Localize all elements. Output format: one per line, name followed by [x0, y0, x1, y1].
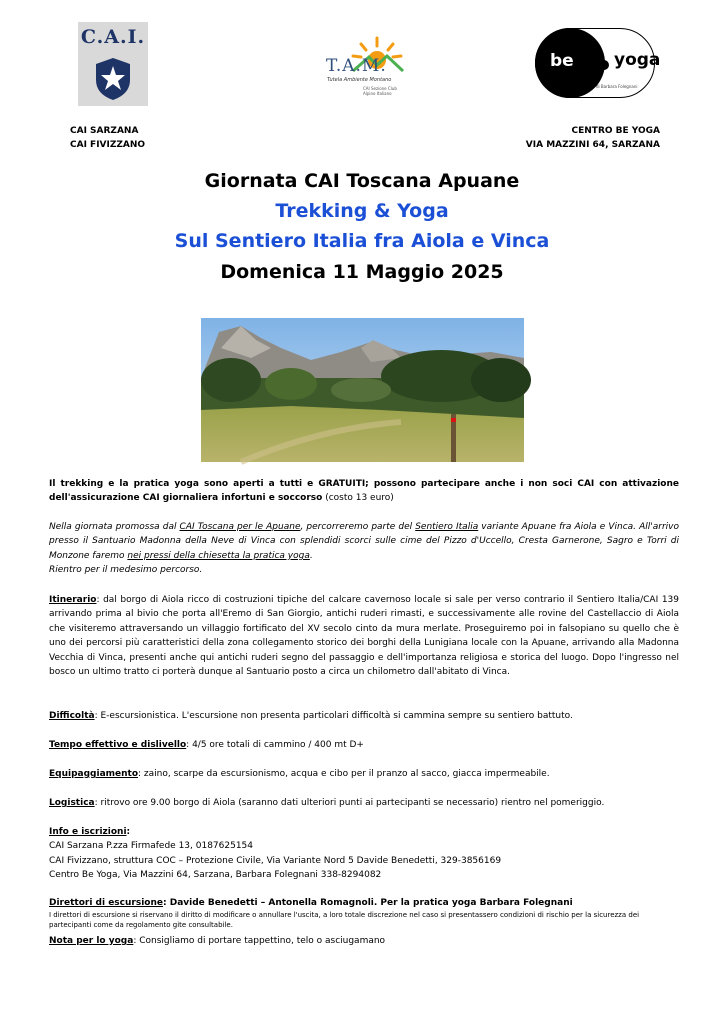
intro-bold: Il trekking e la pratica yoga sono aperti a tutti e GRATUITI; possono partecipare anche i non soci CAI con attivazione dell'assicurazione CAI giornaliera infortuni e soccorso: [49, 479, 679, 504]
itinerary-text: : dal borgo di Aiola ricco di costruzioni tipiche del calcare cavernoso locale si sale per verso contrario il Sentiero Italia/CAI 139 arrivando prima al bivio che porta all'Eremo di San Giorgio, antichi ruderi rimasti, e successivamente alle rovine del Castellaccio di Aiola che visiteremo attraversando un villaggio fortificato del XV secolo cinto da mura merlate. Proseguiremo poi in falsopiano su quello che è uno dei percorsi più caratteristici della zona collegamento storico dei borghi della Lunigiana locale con la Apuane, arrivando alla Madonna Vecchia di Vinca, presenti anche qui antichi ruderi segno del passaggio e dell'importanza religiosa e storica del luogo. Dopo l'ingresso nel bosco un ultimo tratto ci porterà dunque al Santuario posto a circa un chilometro dall'abitato di Vinca.: [49, 595, 679, 678]
sentiero-italia-link[interactable]: Sentiero Italia: [415, 522, 479, 532]
event-title: Giornata CAI Toscana Apuane: [204, 170, 520, 192]
directors-text: : Davide Benedetti – Antonella Romagnoli. Per la pratica yoga Barbara Folegnani: [162, 898, 573, 908]
tam-logo-text: T.A.M.: [326, 56, 387, 76]
yoga-note-label: Nota per lo yoga: [49, 936, 134, 946]
info-line-2: CAI Fivizzano, struttura COC – Protezione Civile, Via Variante Nord 5 Davide Benedetti, 329-3856169: [49, 855, 502, 866]
cai-shield-icon: [93, 56, 133, 102]
time-text: : 4/5 ore totali di cammino / 400 mt D+: [186, 740, 364, 750]
header-right-line-1: CENTRO BE YOGA: [571, 126, 660, 136]
directors-section: [49, 896, 679, 930]
intro-paragraph: [49, 477, 679, 506]
logo-author: di Barbara Folegnani: [596, 84, 638, 89]
logistics-section: [49, 796, 679, 810]
logo-be-text: be: [550, 51, 574, 71]
equipment-text: : zaino, scarpe da escursionismo, acqua e cibo per il pranzo al sacco, giacca impermeabile.: [138, 769, 550, 779]
difficulty-label: Difficoltà: [49, 711, 95, 721]
header-left: [70, 124, 145, 152]
intro-cost: (costo 13 euro): [322, 493, 394, 504]
header-left-line-1: CAI SARZANA: [70, 126, 139, 136]
logo-yoga-text: yoga: [614, 50, 661, 70]
equipment-section: [49, 767, 679, 781]
desc-text-2: , percorreremo parte del: [300, 522, 416, 532]
header-right-line-2: VIA MAZZINI 64, SARZANA: [525, 140, 660, 150]
desc-text-3: variante Apuane fra Aiola e Vinca. All'arrivo presso il Santuario Madonna della Neve di Vinca con splendidi scorci sulle cime del Pizzo d'Uccello, Cresta Garnerone, Sagro e Torri di Monzone faremo: [49, 522, 679, 561]
info-label: Info e iscrizioni: [49, 827, 127, 837]
directors-label: Direttori di escursione: [49, 898, 163, 908]
info-section: [49, 825, 679, 883]
difficulty-text: : E-escursionistica. L'escursione non presenta particolari difficoltà si cammina sempre su sentiero battuto.: [94, 711, 573, 721]
event-subtitle: Trekking & Yoga: [275, 200, 449, 222]
tam-tagline: Tutela Ambiente Montano: [327, 77, 392, 83]
desc-text-4: .: [309, 550, 313, 561]
event-date: Domenica 11 Maggio 2025: [220, 261, 504, 283]
yoga-note-text: : Consigliamo di portare tappettino, telo o asciugamano: [133, 936, 386, 946]
time-section: [49, 738, 679, 752]
difficulty-section: [49, 709, 679, 723]
directors-note: I direttori di escursione si riservano il diritto di modificare o annullare l'uscita, a loro totale discrezione nel caso si presentassero condizioni di rischio per la sicurezza dei partecipanti come da regolamento gite consultabile.: [49, 911, 640, 930]
logo-dot-icon: [599, 60, 609, 70]
be-yoga-logo: [535, 28, 661, 98]
header-right: [526, 124, 660, 152]
yoga-note-section: [49, 934, 679, 948]
equipment-label: Equipaggiamento: [49, 769, 139, 779]
itinerary-label: Itinerario: [49, 595, 97, 605]
header-left-line-2: CAI FIVIZZANO: [70, 140, 146, 150]
event-route: Sul Sentiero Italia fra Aiola e Vinca: [174, 230, 550, 252]
info-line-3: Centro Be Yoga, Via Mazzini 64, Sarzana, Barbara Folegnani 338-8294082: [49, 870, 382, 881]
yoga-place-text: nei pressi della chiesetta la pratica yoga: [127, 550, 310, 561]
time-label: Tempo effettivo e dislivello: [49, 740, 187, 750]
itinerary-section: [49, 593, 679, 679]
cai-logo: [78, 22, 148, 106]
info-colon: :: [126, 827, 131, 837]
desc-text-1: Nella giornata promossa dal: [49, 522, 180, 532]
logistics-label: Logistica: [49, 798, 95, 808]
tam-logo: [323, 36, 411, 100]
info-line-1: CAI Sarzana P.zza Firmafede 13, 0187625154: [49, 841, 254, 852]
logistics-text: : ritrovo ore 9.00 borgo di Aiola (saranno dati ulteriori punti ai partecipanti se necessario) rientro nel pomeriggio.: [94, 798, 605, 808]
cai-logo-text: C.A.I.: [80, 26, 146, 48]
return-text: Rientro per il medesimo percorso.: [49, 565, 203, 576]
description-paragraph: [49, 520, 679, 578]
cai-toscana-link[interactable]: CAI Toscana per le Apuane: [179, 522, 301, 532]
trail-photo: [201, 318, 524, 462]
tam-subtitle: CAI Sezione Club Alpino Italiano: [363, 86, 397, 96]
